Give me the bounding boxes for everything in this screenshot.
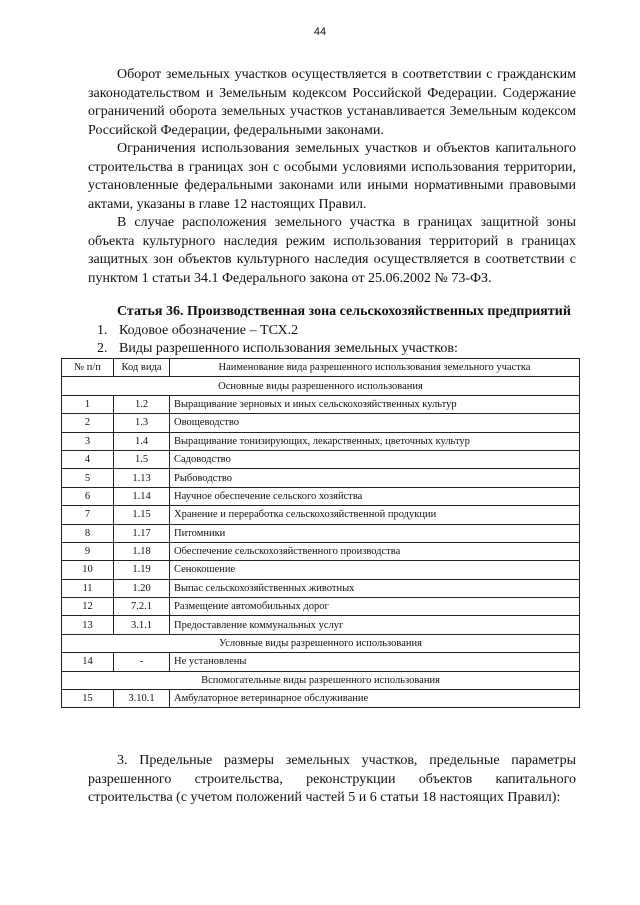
list-number: 1.	[97, 323, 108, 338]
table-row	[62, 487, 580, 505]
section-title: Вспомогательные виды разрешенного использования	[62, 671, 580, 689]
type-name: Амбулаторное ветеринарное обслуживание	[170, 690, 580, 708]
type-name: Выпас сельскохозяйственных животных	[170, 579, 580, 597]
type-code: 1.15	[114, 506, 170, 524]
type-name: Овощеводство	[170, 414, 580, 432]
bottom-text	[88, 752, 576, 808]
table-row	[62, 598, 580, 616]
column-header: № п/п	[62, 359, 114, 377]
type-name: Обеспечение сельскохозяйственного производства	[170, 542, 580, 560]
row-number: 4	[62, 450, 114, 468]
type-name: Питомники	[170, 524, 580, 542]
row-number: 10	[62, 561, 114, 579]
column-header: Наименование вида разрешенного использования земельного участка	[170, 359, 580, 377]
section-title: Основные виды разрешенного использования	[62, 377, 580, 395]
table-row	[62, 690, 580, 708]
paragraph: 3. Предельные размеры земельных участков, предельные параметры разрешенного строительства, реконструкции объектов капитального строительства (с учетом положений частей 5 и 6 статьи 18 настоящих Правил):	[88, 753, 576, 805]
table-section-row	[62, 671, 580, 689]
paragraph: Ограничения использования земельных участков и объектов капитального строительства в границах зон с особыми условиями использования территории, установленные федеральными законами или иными нормативными правовыми актами, указаны в главе 12 настоящих Правил.	[88, 141, 576, 212]
list-text: Виды разрешенного использования земельных участков:	[119, 341, 458, 356]
type-code: 1.18	[114, 542, 170, 560]
table-row	[62, 616, 580, 634]
type-code: 3.10.1	[114, 690, 170, 708]
type-name: Предоставление коммунальных услуг	[170, 616, 580, 634]
column-header: Код вида	[114, 359, 170, 377]
page-number: 44	[313, 26, 327, 38]
row-number: 5	[62, 469, 114, 487]
section-title: Условные виды разрешенного использования	[62, 634, 580, 652]
list-item	[97, 323, 298, 339]
type-code: 1.14	[114, 487, 170, 505]
row-number: 13	[62, 616, 114, 634]
table-row	[62, 469, 580, 487]
intro-text	[88, 66, 576, 288]
row-number: 8	[62, 524, 114, 542]
type-name: Хранение и переработка сельскохозяйственной продукции	[170, 506, 580, 524]
table-row	[62, 542, 580, 560]
table-row	[62, 450, 580, 468]
table-section-row	[62, 377, 580, 395]
list-text: Кодовое обозначение – ТСХ.2	[119, 323, 299, 338]
row-number: 11	[62, 579, 114, 597]
table-row	[62, 579, 580, 597]
table-row	[62, 653, 580, 671]
type-name: Сенокошение	[170, 561, 580, 579]
type-name: Выращивание зерновых и иных сельскохозяйственных культур	[170, 395, 580, 413]
type-name: Научное обеспечение сельского хозяйства	[170, 487, 580, 505]
row-number: 9	[62, 542, 114, 560]
article-heading: Статья 36. Производственная зона сельскохозяйственных предприятий	[117, 304, 571, 319]
type-code: 1.17	[114, 524, 170, 542]
row-number: 12	[62, 598, 114, 616]
table-header-row	[62, 359, 580, 377]
table-section-row	[62, 634, 580, 652]
row-number: 6	[62, 487, 114, 505]
type-code: 1.20	[114, 579, 170, 597]
type-code: 7.2.1	[114, 598, 170, 616]
paragraph: В случае расположения земельного участка в границах защитной зоны объекта культурного наследия режим использования территорий в границах защитных зон объектов культурного наследия осуществляется в соответствии с пунктом 1 статьи 34.1 Федерального закона от 25.06.2002 № 73-ФЗ.	[88, 215, 576, 286]
table-row	[62, 524, 580, 542]
paragraph: Оборот земельных участков осуществляется в соответствии с гражданским законодательством и Земельным кодексом Российской Федерации. Содержание ограничений оборота земельных участков устанавливается Земельным кодексом Российской Федерации, федеральными законами.	[88, 67, 576, 138]
list-number: 2.	[97, 341, 108, 356]
type-name: Размещение автомобильных дорог	[170, 598, 580, 616]
row-number: 2	[62, 414, 114, 432]
table-row	[62, 414, 580, 432]
type-name: Садоводство	[170, 450, 580, 468]
table-row	[62, 395, 580, 413]
table-body	[62, 377, 580, 708]
land-use-table	[61, 358, 580, 708]
type-code: 3.1.1	[114, 616, 170, 634]
type-code: 1.5	[114, 450, 170, 468]
table-row	[62, 506, 580, 524]
row-number: 14	[62, 653, 114, 671]
row-number: 15	[62, 690, 114, 708]
type-name: Не установлены	[170, 653, 580, 671]
row-number: 1	[62, 395, 114, 413]
table-row	[62, 561, 580, 579]
table-row	[62, 432, 580, 450]
list-item	[97, 341, 458, 357]
type-code: 1.13	[114, 469, 170, 487]
row-number: 3	[62, 432, 114, 450]
type-name: Рыбоводство	[170, 469, 580, 487]
type-name: Выращивание тонизирующих, лекарственных, цветочных культур	[170, 432, 580, 450]
type-code: 1.3	[114, 414, 170, 432]
type-code: 1.2	[114, 395, 170, 413]
type-code: 1.4	[114, 432, 170, 450]
type-code: -	[114, 653, 170, 671]
type-code: 1.19	[114, 561, 170, 579]
row-number: 7	[62, 506, 114, 524]
